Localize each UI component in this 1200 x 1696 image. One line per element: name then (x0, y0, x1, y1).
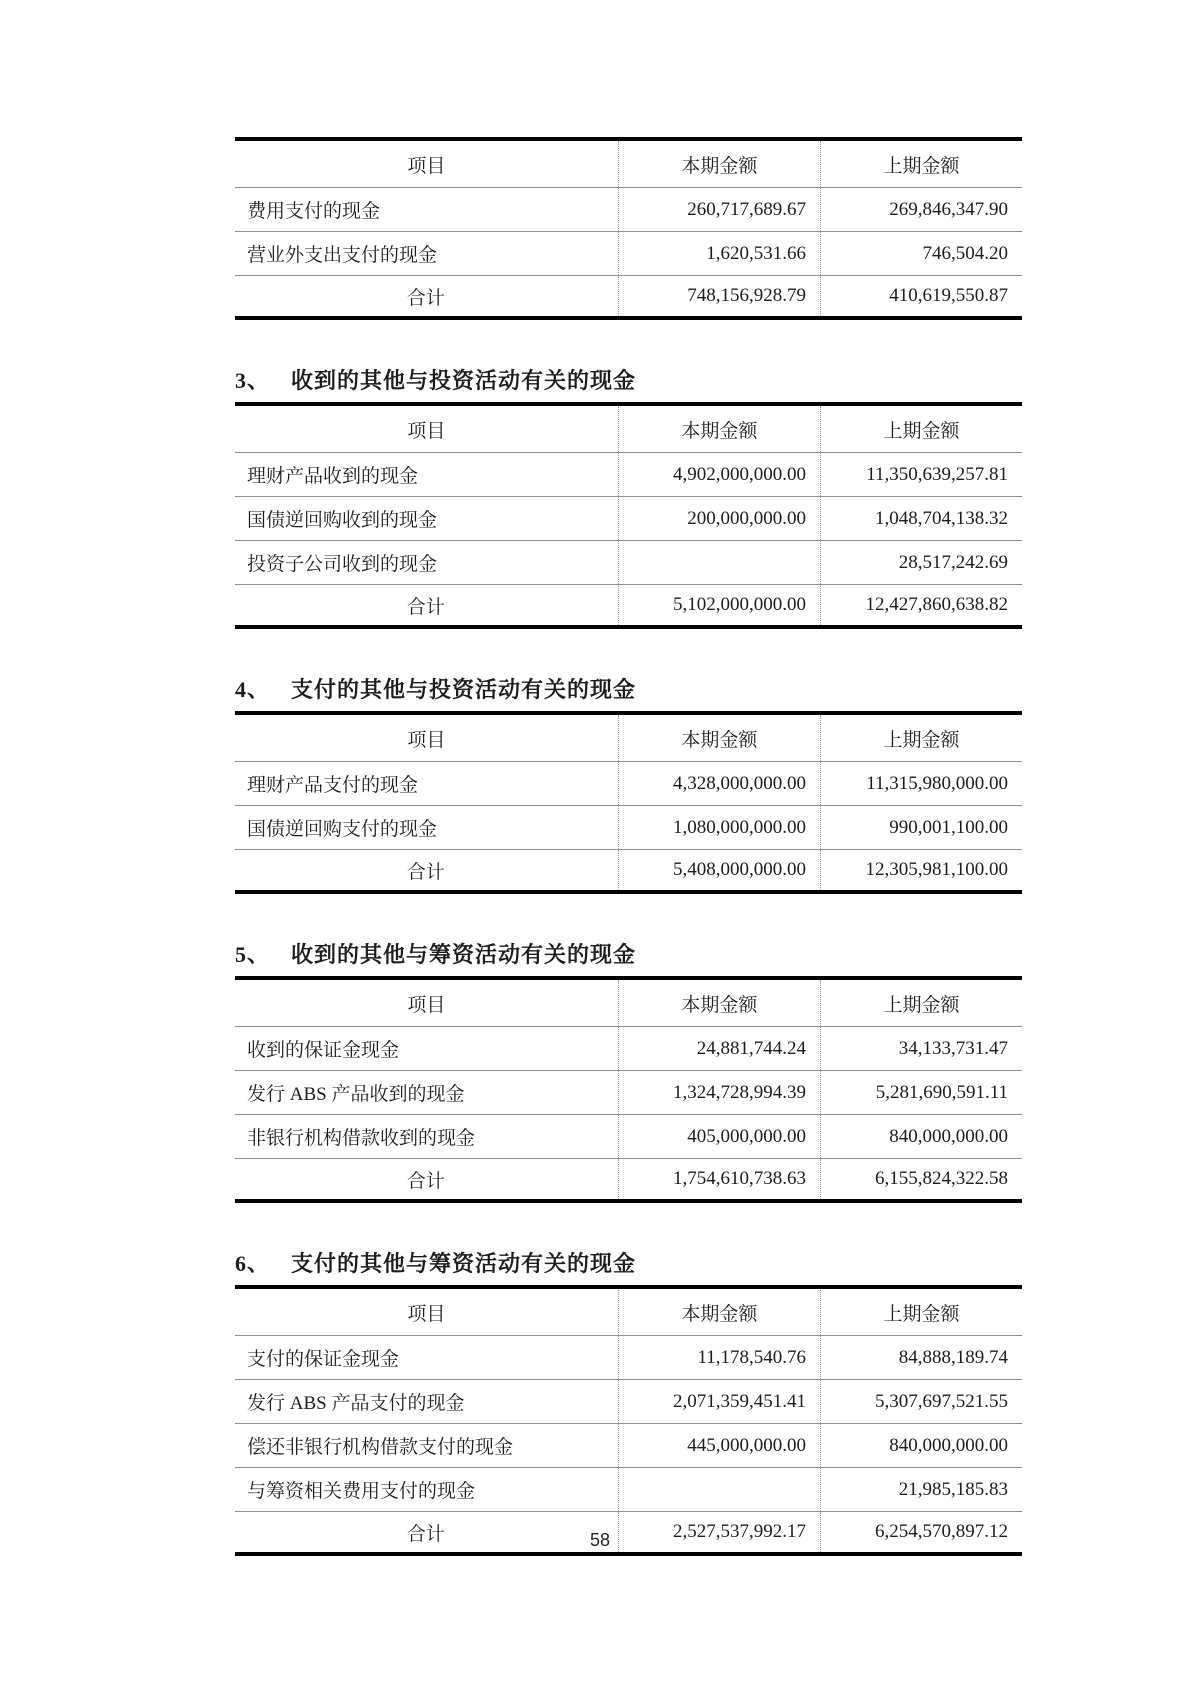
column-header: 上期金额 (821, 139, 1022, 188)
column-header: 项目 (235, 139, 618, 188)
column-header: 项目 (235, 713, 618, 762)
total-prior-cell: 6,254,570,897.12 (821, 1512, 1022, 1555)
current-amount-cell: 1,080,000,000.00 (618, 806, 820, 850)
prior-amount-cell: 5,281,690,591.11 (821, 1071, 1022, 1115)
table-continuation (235, 137, 1022, 320)
total-row (235, 585, 1022, 628)
column-header: 项目 (235, 978, 618, 1027)
financial-table (235, 402, 1022, 629)
table-row (235, 762, 1022, 806)
prior-amount-cell: 21,985,185.83 (821, 1468, 1022, 1512)
section-5 (235, 940, 1022, 1203)
table-row (235, 1027, 1022, 1071)
header-row (235, 713, 1022, 762)
table-row (235, 806, 1022, 850)
header-row (235, 1287, 1022, 1336)
prior-amount-cell: 28,517,242.69 (821, 541, 1022, 585)
total-current-cell: 748,156,928.79 (618, 276, 820, 319)
current-amount-cell: 4,328,000,000.00 (618, 762, 820, 806)
section-title-text: 收到的其他与筹资活动有关的现金 (291, 942, 637, 967)
section-title-text: 支付的其他与投资活动有关的现金 (291, 677, 637, 702)
row-label-cell: 发行 ABS 产品支付的现金 (235, 1380, 618, 1424)
row-label-cell: 理财产品支付的现金 (235, 762, 618, 806)
row-label-cell: 支付的保证金现金 (235, 1336, 618, 1380)
total-row (235, 850, 1022, 893)
total-label-cell: 合计 (406, 596, 445, 618)
table-row (235, 1380, 1022, 1424)
row-label-cell: 投资子公司收到的现金 (235, 541, 618, 585)
current-amount-cell: 1,620,531.66 (618, 232, 820, 276)
section-title (235, 675, 1022, 705)
column-header: 本期金额 (618, 978, 820, 1027)
total-row (235, 276, 1022, 319)
total-label-cell: 合计 (406, 861, 445, 883)
table-row (235, 453, 1022, 497)
table-row (235, 497, 1022, 541)
table-row (235, 1115, 1022, 1159)
section-6 (235, 1249, 1022, 1556)
header-row (235, 139, 1022, 188)
current-amount-cell: 405,000,000.00 (618, 1115, 820, 1159)
current-amount-cell: 11,178,540.76 (618, 1336, 820, 1380)
current-amount-cell (618, 541, 820, 585)
column-header: 项目 (235, 1287, 618, 1336)
section-number: 5、 (235, 942, 271, 967)
current-amount-cell: 24,881,744.24 (618, 1027, 820, 1071)
section-title (235, 1249, 1022, 1279)
prior-amount-cell: 990,001,100.00 (821, 806, 1022, 850)
header-row (235, 404, 1022, 453)
financial-table (235, 137, 1022, 320)
row-label-cell: 收到的保证金现金 (235, 1027, 618, 1071)
row-label-cell: 偿还非银行机构借款支付的现金 (235, 1424, 618, 1468)
current-amount-cell: 4,902,000,000.00 (618, 453, 820, 497)
column-header: 本期金额 (618, 713, 820, 762)
section-title (235, 366, 1022, 396)
total-current-cell: 5,102,000,000.00 (618, 585, 820, 628)
financial-table (235, 1285, 1022, 1556)
current-amount-cell: 200,000,000.00 (618, 497, 820, 541)
prior-amount-cell: 11,350,639,257.81 (821, 453, 1022, 497)
row-label-cell: 发行 ABS 产品收到的现金 (235, 1071, 618, 1115)
column-header: 项目 (235, 404, 618, 453)
prior-amount-cell: 840,000,000.00 (821, 1424, 1022, 1468)
table-row (235, 1336, 1022, 1380)
row-label-cell: 与筹资相关费用支付的现金 (235, 1468, 618, 1512)
total-prior-cell: 6,155,824,322.58 (821, 1159, 1022, 1202)
table-row (235, 188, 1022, 232)
total-label-cell: 合计 (406, 1523, 445, 1545)
total-current-cell: 5,408,000,000.00 (618, 850, 820, 893)
total-current-cell: 1,754,610,738.63 (618, 1159, 820, 1202)
financial-table (235, 976, 1022, 1203)
current-amount-cell: 260,717,689.67 (618, 188, 820, 232)
header-row (235, 978, 1022, 1027)
prior-amount-cell: 11,315,980,000.00 (821, 762, 1022, 806)
total-row (235, 1159, 1022, 1202)
column-header: 本期金额 (618, 139, 820, 188)
row-label-cell: 国债逆回购收到的现金 (235, 497, 618, 541)
total-prior-cell: 410,619,550.87 (821, 276, 1022, 319)
table-row (235, 1424, 1022, 1468)
column-header: 上期金额 (821, 978, 1022, 1027)
prior-amount-cell: 5,307,697,521.55 (821, 1380, 1022, 1424)
column-header: 本期金额 (618, 1287, 820, 1336)
section-title (235, 940, 1022, 970)
column-header: 上期金额 (821, 713, 1022, 762)
current-amount-cell: 1,324,728,994.39 (618, 1071, 820, 1115)
total-prior-cell: 12,427,860,638.82 (821, 585, 1022, 628)
current-amount-cell: 2,071,359,451.41 (618, 1380, 820, 1424)
table-row (235, 1468, 1022, 1512)
section-3 (235, 366, 1022, 629)
current-amount-cell (618, 1468, 820, 1512)
prior-amount-cell: 746,504.20 (821, 232, 1022, 276)
section-title-text: 支付的其他与筹资活动有关的现金 (291, 1251, 637, 1276)
prior-amount-cell: 1,048,704,138.32 (821, 497, 1022, 541)
current-amount-cell: 445,000,000.00 (618, 1424, 820, 1468)
column-header: 本期金额 (618, 404, 820, 453)
row-label-cell: 非银行机构借款收到的现金 (235, 1115, 618, 1159)
prior-amount-cell: 269,846,347.90 (821, 188, 1022, 232)
row-label-cell: 营业外支出支付的现金 (235, 232, 618, 276)
prior-amount-cell: 840,000,000.00 (821, 1115, 1022, 1159)
section-title-text: 收到的其他与投资活动有关的现金 (291, 368, 637, 393)
section-4 (235, 675, 1022, 894)
total-label-cell: 合计 (406, 1170, 445, 1192)
column-header: 上期金额 (821, 1287, 1022, 1336)
section-number: 3、 (235, 368, 271, 393)
row-label-cell: 理财产品收到的现金 (235, 453, 618, 497)
section-number: 6、 (235, 1251, 271, 1276)
total-label-cell: 合计 (406, 287, 445, 309)
prior-amount-cell: 84,888,189.74 (821, 1336, 1022, 1380)
column-header: 上期金额 (821, 404, 1022, 453)
table-row (235, 541, 1022, 585)
row-label-cell: 国债逆回购支付的现金 (235, 806, 618, 850)
table-row (235, 232, 1022, 276)
section-number: 4、 (235, 677, 271, 702)
total-current-cell: 2,527,537,992.17 (618, 1512, 820, 1555)
prior-amount-cell: 34,133,731.47 (821, 1027, 1022, 1071)
table-row (235, 1071, 1022, 1115)
financial-table (235, 711, 1022, 894)
total-prior-cell: 12,305,981,100.00 (821, 850, 1022, 893)
content (235, 137, 1022, 1556)
page-number: 58 (589, 1530, 611, 1550)
row-label-cell: 费用支付的现金 (235, 188, 618, 232)
